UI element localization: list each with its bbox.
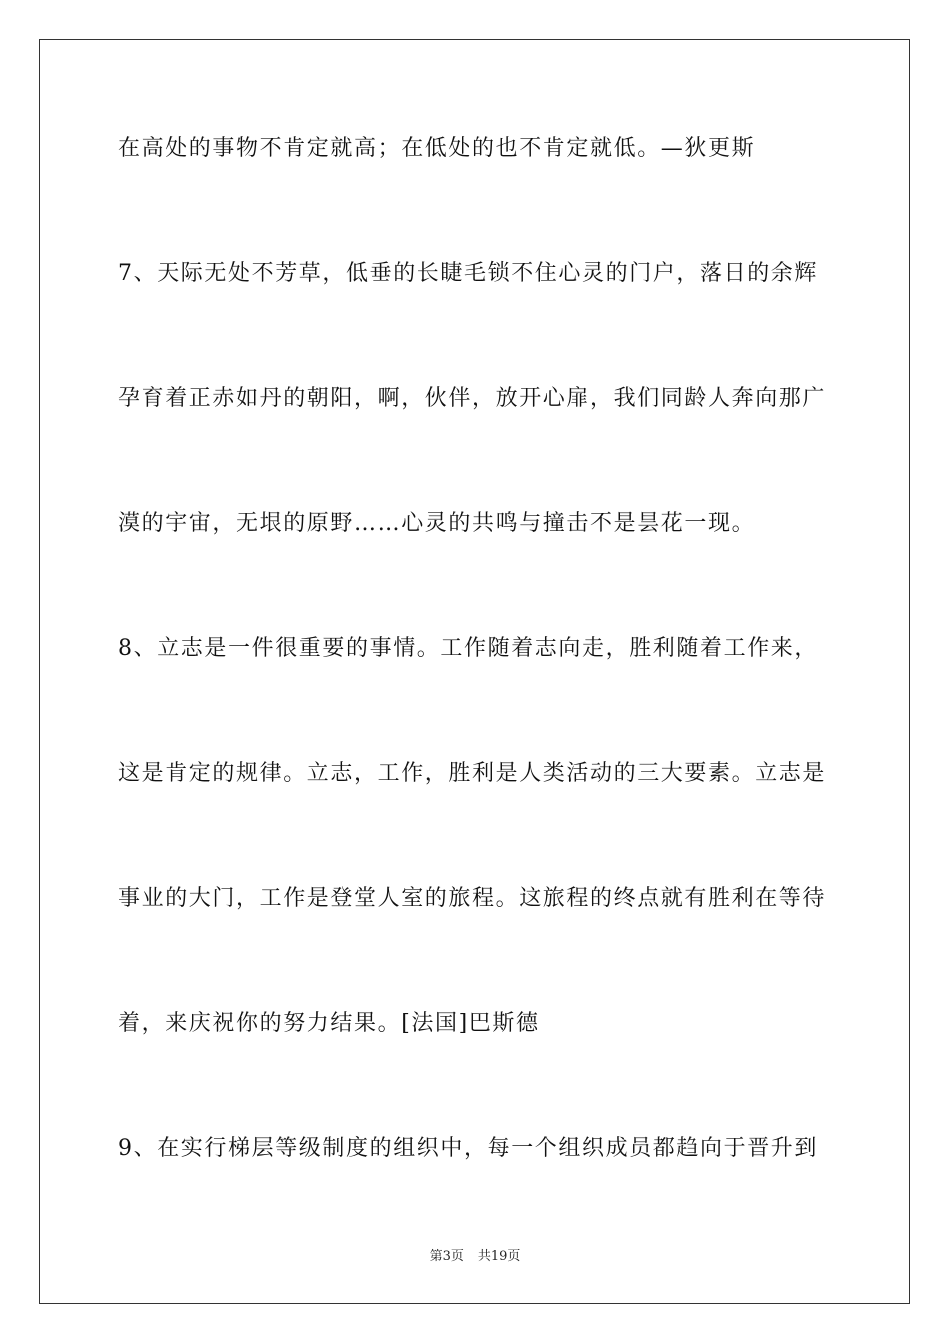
text-line: 在高处的事物不肯定就高；在低处的也不肯定就低。—狄更斯 bbox=[118, 136, 756, 161]
text-line: 着，来庆祝你的努力结果。[法国]巴斯德 bbox=[118, 1011, 540, 1036]
text-line: 事业的大门，工作是登堂人室的旅程。这旅程的终点就有胜利在等待 bbox=[118, 886, 827, 911]
page-number-current: 第3页 bbox=[429, 1249, 464, 1264]
text-line: 孕育着正赤如丹的朝阳，啊，伙伴，放开心扉，我们同龄人奔向那广 bbox=[118, 386, 827, 411]
text-line: 这是肯定的规律。立志，工作，胜利是人类活动的三大要素。立志是 bbox=[118, 761, 827, 786]
page-number-total: 共19页 bbox=[477, 1249, 521, 1264]
text-line: 9、在实行梯层等级制度的组织中，每一个组织成员都趋向于晋升到 bbox=[118, 1136, 818, 1161]
text-line: 8、立志是一件很重要的事情。工作随着志向走，胜利随着工作来， bbox=[118, 636, 818, 661]
text-line: 7、天际无处不芳草，低垂的长睫毛锁不住心灵的门户，落日的余辉 bbox=[118, 261, 818, 286]
page-border bbox=[39, 39, 910, 1304]
page-footer bbox=[0, 1248, 950, 1266]
text-line: 漠的宇宙，无垠的原野……心灵的共鸣与撞击不是昙花一现。 bbox=[118, 511, 756, 536]
